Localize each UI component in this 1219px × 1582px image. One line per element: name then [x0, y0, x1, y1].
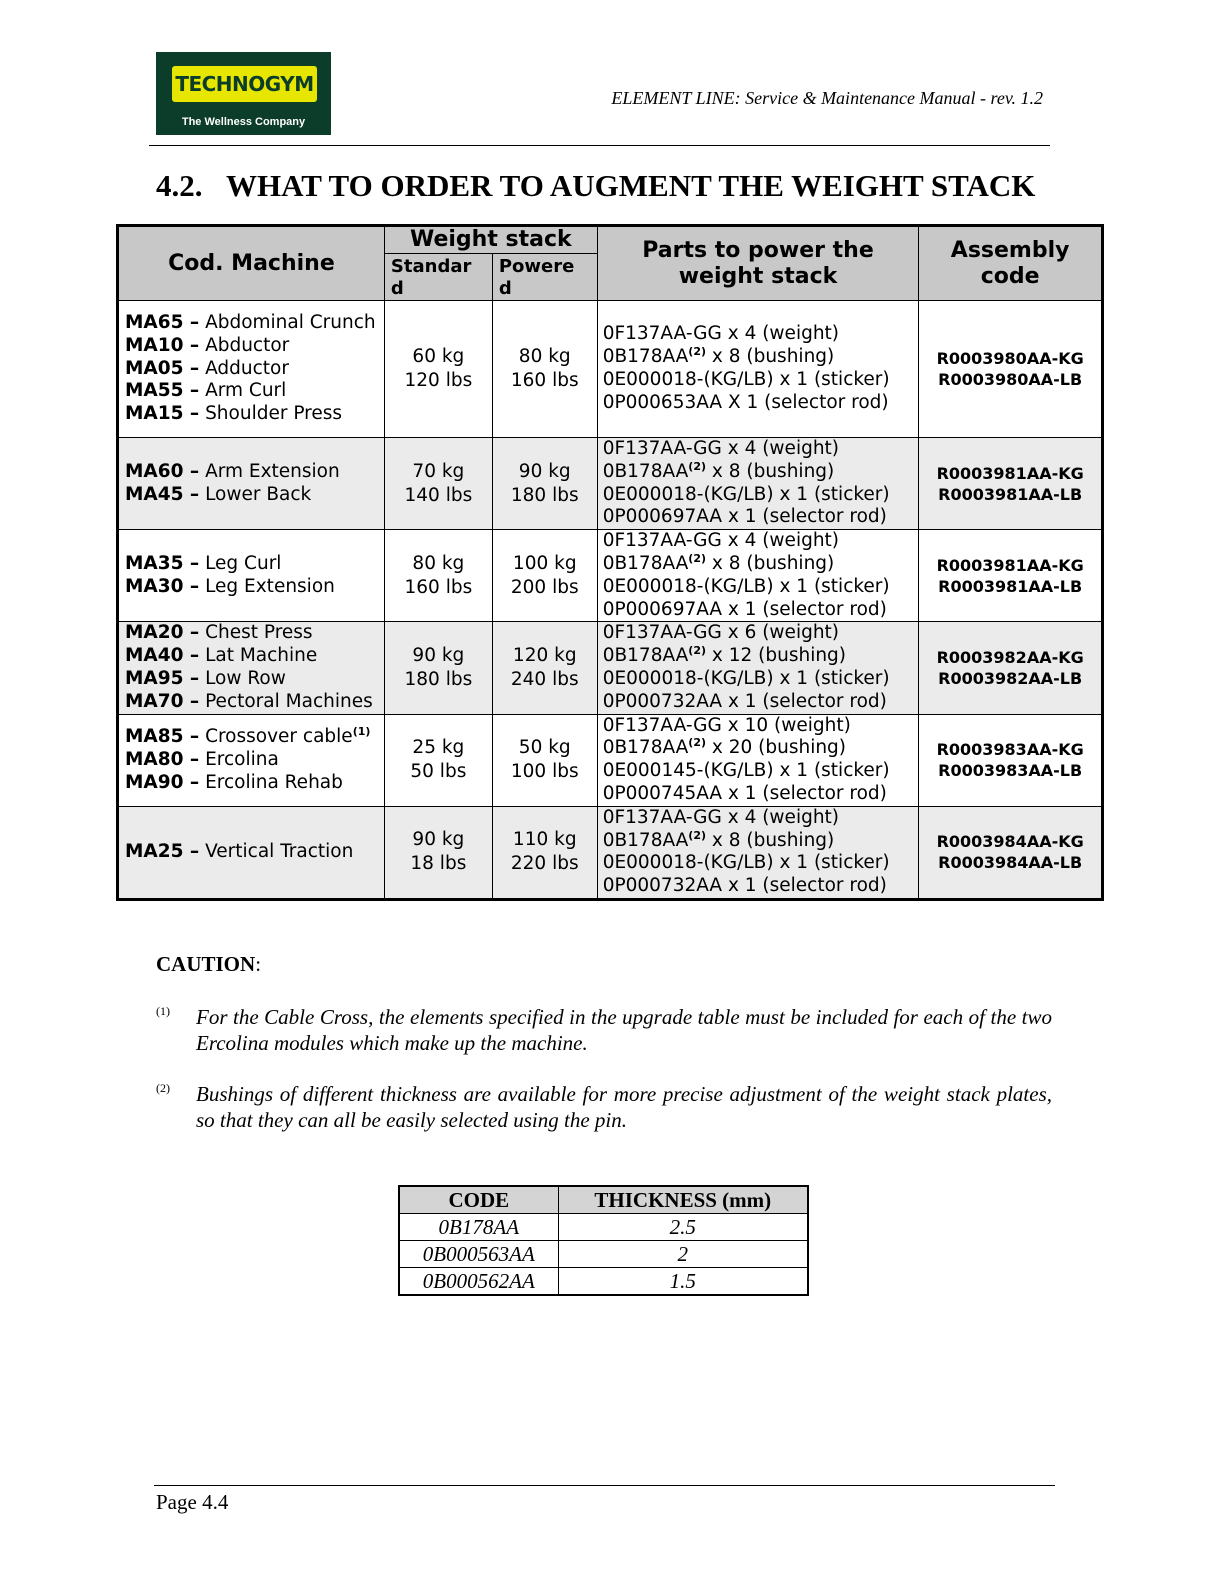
machine-entry [125, 358, 378, 381]
cell-line: R0003980AA-LB [938, 370, 1083, 389]
cell-line: R0003984AA-LB [938, 853, 1083, 873]
machine-code: MA35 – [125, 552, 200, 574]
superscript: (2) [688, 551, 707, 565]
standard-cell [384, 301, 492, 438]
text-part: x 8 (bushing) [706, 829, 835, 851]
cell-line: 0F137AA-GG x 4 (weight) [602, 323, 840, 345]
caution-colon: : [255, 952, 262, 976]
table-row [399, 1241, 808, 1268]
table-row [118, 714, 1103, 806]
cell-line [603, 645, 913, 668]
machine-code: MA40 – [125, 645, 200, 667]
machine-code: MA95 – [125, 667, 200, 689]
cell-line [603, 830, 913, 853]
superscript: (2) [688, 459, 707, 473]
machine-entry [125, 403, 378, 426]
section-number: 4.2. [156, 168, 203, 203]
machine-entry [125, 726, 378, 749]
footnote-2 [156, 1081, 1052, 1133]
table-row [399, 1268, 808, 1296]
assembly-code-cell [919, 806, 1103, 899]
machine-entry [125, 553, 378, 576]
machine-code: MA30 – [125, 575, 200, 597]
table-row [399, 1214, 808, 1241]
superscript: (2) [688, 736, 707, 750]
machine-entry [125, 461, 378, 484]
machine-entry [125, 576, 378, 599]
machine-name: Arm Extension [205, 460, 340, 482]
parts-cell [597, 438, 919, 530]
table-row [118, 806, 1103, 899]
machine-entry [125, 380, 378, 403]
machine-cell [118, 530, 385, 622]
text-part: 0B178AA [602, 552, 689, 574]
cell-line: 0P000745AA x 1 (selector rod) [602, 782, 887, 804]
cell-line: 90 kg [518, 460, 571, 482]
weight-stack-table [116, 224, 1104, 901]
footnote-mark: (2) [156, 1081, 170, 1095]
standard-cell [384, 806, 492, 899]
cell-line: 0E000018-(KG/LB) x 1 (sticker) [602, 575, 890, 597]
machine-entry [125, 691, 378, 714]
machine-code: MA65 – [125, 312, 200, 333]
machine-entry [125, 622, 378, 645]
machine-entry [125, 484, 378, 507]
assembly-code-cell [919, 622, 1103, 714]
assembly-code-cell [919, 438, 1103, 530]
cell-line: 80 kg [412, 552, 465, 574]
machine-cell [118, 301, 385, 438]
cell-line: R0003982AA-LB [938, 668, 1083, 688]
superscript: (2) [688, 644, 707, 658]
code-cell: 0B000562AA [399, 1268, 558, 1296]
footnote-mark: (1) [156, 1004, 170, 1018]
cell-line: R0003983AA-LB [938, 761, 1083, 781]
cell-line: 0P000697AA x 1 (selector rod) [602, 598, 887, 620]
cell-line: 18 lbs [410, 853, 467, 875]
machine-name: Vertical Traction [205, 840, 354, 862]
cell-line: 160 lbs [404, 576, 473, 598]
parts-cell [597, 301, 919, 438]
header-standard: Standar d [384, 254, 492, 301]
cell-line: 50 lbs [410, 761, 467, 783]
page-number: Page 4.4 [156, 1490, 229, 1514]
powered-cell [492, 806, 597, 899]
cell-line: R0003981AA-LB [938, 484, 1083, 504]
cell-line: 0F137AA-GG x 6 (weight) [602, 622, 840, 644]
cell-line: R0003981AA-KG [936, 555, 1084, 575]
text-part: x 12 (bushing) [706, 645, 847, 667]
cell-line: R0003983AA-KG [936, 740, 1084, 760]
cell-line: 0F137AA-GG x 10 (weight) [602, 714, 851, 736]
cell-line: 100 kg [512, 552, 577, 574]
cell-line: 160 lbs [510, 370, 579, 391]
assembly-code-cell [919, 301, 1103, 438]
footnote-1 [156, 1004, 1052, 1056]
machine-entry [125, 668, 378, 691]
machine-name: Abdominal Crunch [205, 312, 376, 333]
machine-entry [125, 841, 378, 864]
text-part: x 20 (bushing) [706, 737, 847, 759]
machine-code: MA20 – [125, 622, 200, 644]
machine-name: Leg Curl [205, 552, 282, 574]
machine-code: MA45 – [125, 483, 200, 505]
powered-cell [492, 714, 597, 806]
machine-code: MA60 – [125, 460, 200, 482]
machine-name: Low Row [205, 667, 286, 689]
machine-name: Lower Back [205, 483, 312, 505]
machine-code: MA10 – [125, 334, 200, 356]
cell-line: 0P000697AA x 1 (selector rod) [602, 506, 887, 528]
machine-entry [125, 335, 378, 358]
footnote-text: For the Cable Cross, the elements specified in the upgrade table must be included for each of the two Ercolina modules which make up the machine. [196, 1005, 1052, 1055]
code-cell: 0B000563AA [399, 1241, 558, 1268]
machine-entry [125, 312, 378, 335]
logo-tagline: The Wellness Company [181, 116, 306, 128]
machine-name: Arm Curl [205, 380, 287, 402]
text-part: 0B178AA [602, 829, 689, 851]
machine-entry [125, 749, 378, 772]
machine-name: Ercolina [205, 748, 279, 770]
text-part: x 8 (bushing) [706, 460, 835, 482]
text-part: x 8 (bushing) [706, 346, 835, 368]
cell-line: 180 lbs [404, 668, 473, 690]
superscript: (2) [688, 345, 707, 359]
cell-line: 100 lbs [510, 761, 579, 783]
machine-name: Chest Press [205, 622, 313, 644]
thickness-cell: 2.5 [558, 1214, 808, 1241]
cell-line [603, 346, 913, 369]
machine-entry [125, 645, 378, 668]
footer-rule [154, 1485, 1055, 1486]
cell-line: 50 kg [518, 737, 571, 759]
parts-cell [597, 622, 919, 714]
cell-line: R0003980AA-KG [936, 349, 1084, 368]
cell-line: 0E000018-(KG/LB) x 1 (sticker) [602, 483, 890, 505]
text-part: x 8 (bushing) [706, 552, 835, 574]
machine-code: MA80 – [125, 748, 200, 770]
table-row [118, 622, 1103, 714]
cell-line: R0003982AA-KG [936, 647, 1084, 667]
section-title: WHAT TO ORDER TO AUGMENT THE WEIGHT STACK [226, 168, 1036, 203]
cell-line: 0E000145-(KG/LB) x 1 (sticker) [602, 760, 890, 782]
cell-line: 140 lbs [404, 484, 473, 506]
machine-cell [118, 438, 385, 530]
logo-brand: TECHNOGYM [175, 72, 314, 96]
header-weight-stack: Weight stack [384, 226, 597, 254]
table-row [118, 530, 1103, 622]
cell-line: 80 kg [518, 346, 571, 367]
cell-line: 25 kg [412, 737, 465, 759]
table-row [118, 438, 1103, 530]
machine-name: Shoulder Press [205, 403, 343, 425]
header-machine: Cod. Machine [118, 226, 385, 301]
thickness-cell: 1.5 [558, 1268, 808, 1296]
cell-line: 0P000732AA x 1 (selector rod) [602, 690, 887, 712]
superscript: (1) [352, 724, 371, 738]
machine-name: Abductor [205, 334, 290, 356]
caution-label: CAUTION [156, 952, 256, 976]
text-part: 0B178AA [602, 346, 689, 368]
cell-line [603, 737, 913, 760]
cell-line: 90 kg [412, 644, 465, 666]
machine-name: Pectoral Machines [205, 690, 373, 712]
powered-cell [492, 622, 597, 714]
header-powered: Powere d [492, 254, 597, 301]
cell-line: R0003981AA-KG [936, 463, 1084, 483]
cell-line: 0E000018-(KG/LB) x 1 (sticker) [602, 369, 890, 390]
machine-code: MA55 – [125, 380, 200, 402]
header-rule [149, 145, 1050, 146]
machine-code: MA05 – [125, 357, 200, 379]
standard-cell [384, 438, 492, 530]
cell-line: 220 lbs [510, 853, 579, 875]
standard-cell [384, 714, 492, 806]
machine-name: Adductor [205, 357, 289, 379]
cell-line [603, 461, 913, 484]
cell-line: 120 lbs [404, 370, 473, 391]
cell-line: 60 kg [412, 346, 465, 367]
header-thickness: THICKNESS (mm) [558, 1186, 808, 1214]
parts-cell [597, 714, 919, 806]
cell-line: 110 kg [512, 829, 577, 851]
assembly-code-cell [919, 714, 1103, 806]
standard-cell [384, 622, 492, 714]
footnote-text: Bushings of different thickness are available for more precise adjustment of the weight stack plates, so that they can all be easily selected using the pin. [196, 1082, 1052, 1132]
machine-code: MA15 – [125, 403, 200, 425]
cell-line: 0P000732AA x 1 (selector rod) [602, 875, 887, 897]
machine-name: Leg Extension [205, 575, 335, 597]
machine-code: MA25 – [125, 840, 200, 862]
code-cell: 0B178AA [399, 1214, 558, 1241]
powered-cell [492, 301, 597, 438]
machine-code: MA90 – [125, 771, 200, 793]
machine-name: Lat Machine [205, 645, 318, 667]
table-row [118, 301, 1103, 438]
powered-cell [492, 438, 597, 530]
header-title: ELEMENT LINE: Service & Maintenance Manual - rev. 1.2 [611, 88, 1043, 108]
text-part: 0B178AA [602, 737, 689, 759]
cell-line: R0003984AA-KG [936, 832, 1084, 852]
cell-line: 120 kg [512, 644, 577, 666]
section-heading [156, 168, 1035, 204]
text-part: 0B178AA [602, 460, 689, 482]
bushing-thickness-table [398, 1185, 809, 1296]
logo-plate [172, 66, 317, 102]
parts-cell [597, 806, 919, 899]
standard-cell [384, 530, 492, 622]
cell-line: 90 kg [412, 829, 465, 851]
technogym-logo [156, 52, 331, 135]
cell-line: 0F137AA-GG x 4 (weight) [602, 438, 840, 459]
thickness-cell: 2 [558, 1241, 808, 1268]
machine-cell [118, 622, 385, 714]
header-code: CODE [399, 1186, 558, 1214]
cell-line: 180 lbs [510, 484, 579, 506]
assembly-code-cell [919, 530, 1103, 622]
cell-line: 0E000018-(KG/LB) x 1 (sticker) [602, 852, 890, 874]
header-parts: Parts to power the weight stack [597, 226, 919, 301]
cell-line: 240 lbs [510, 668, 579, 690]
caution-heading [156, 952, 261, 977]
cell-line: 0F137AA-GG x 4 (weight) [602, 530, 840, 552]
machine-code: MA70 – [125, 690, 200, 712]
cell-line [603, 553, 913, 576]
cell-line: R0003981AA-LB [938, 576, 1083, 596]
cell-line: 0F137AA-GG x 4 (weight) [602, 806, 840, 828]
machine-entry [125, 772, 378, 795]
superscript: (2) [688, 828, 707, 842]
machine-name: Ercolina Rehab [205, 771, 343, 793]
machine-code: MA85 – [125, 725, 200, 747]
machine-cell [118, 806, 385, 899]
powered-cell [492, 530, 597, 622]
cell-line: 0P000653AA X 1 (selector rod) [602, 391, 889, 413]
parts-cell [597, 530, 919, 622]
machine-name: Crossover cable [205, 725, 353, 747]
cell-line: 0E000018-(KG/LB) x 1 (sticker) [602, 667, 890, 689]
machine-cell [118, 714, 385, 806]
cell-line: 70 kg [412, 460, 465, 482]
header-assembly: Assembly code [919, 226, 1103, 301]
cell-line: 200 lbs [510, 576, 579, 598]
text-part: 0B178AA [602, 645, 689, 667]
